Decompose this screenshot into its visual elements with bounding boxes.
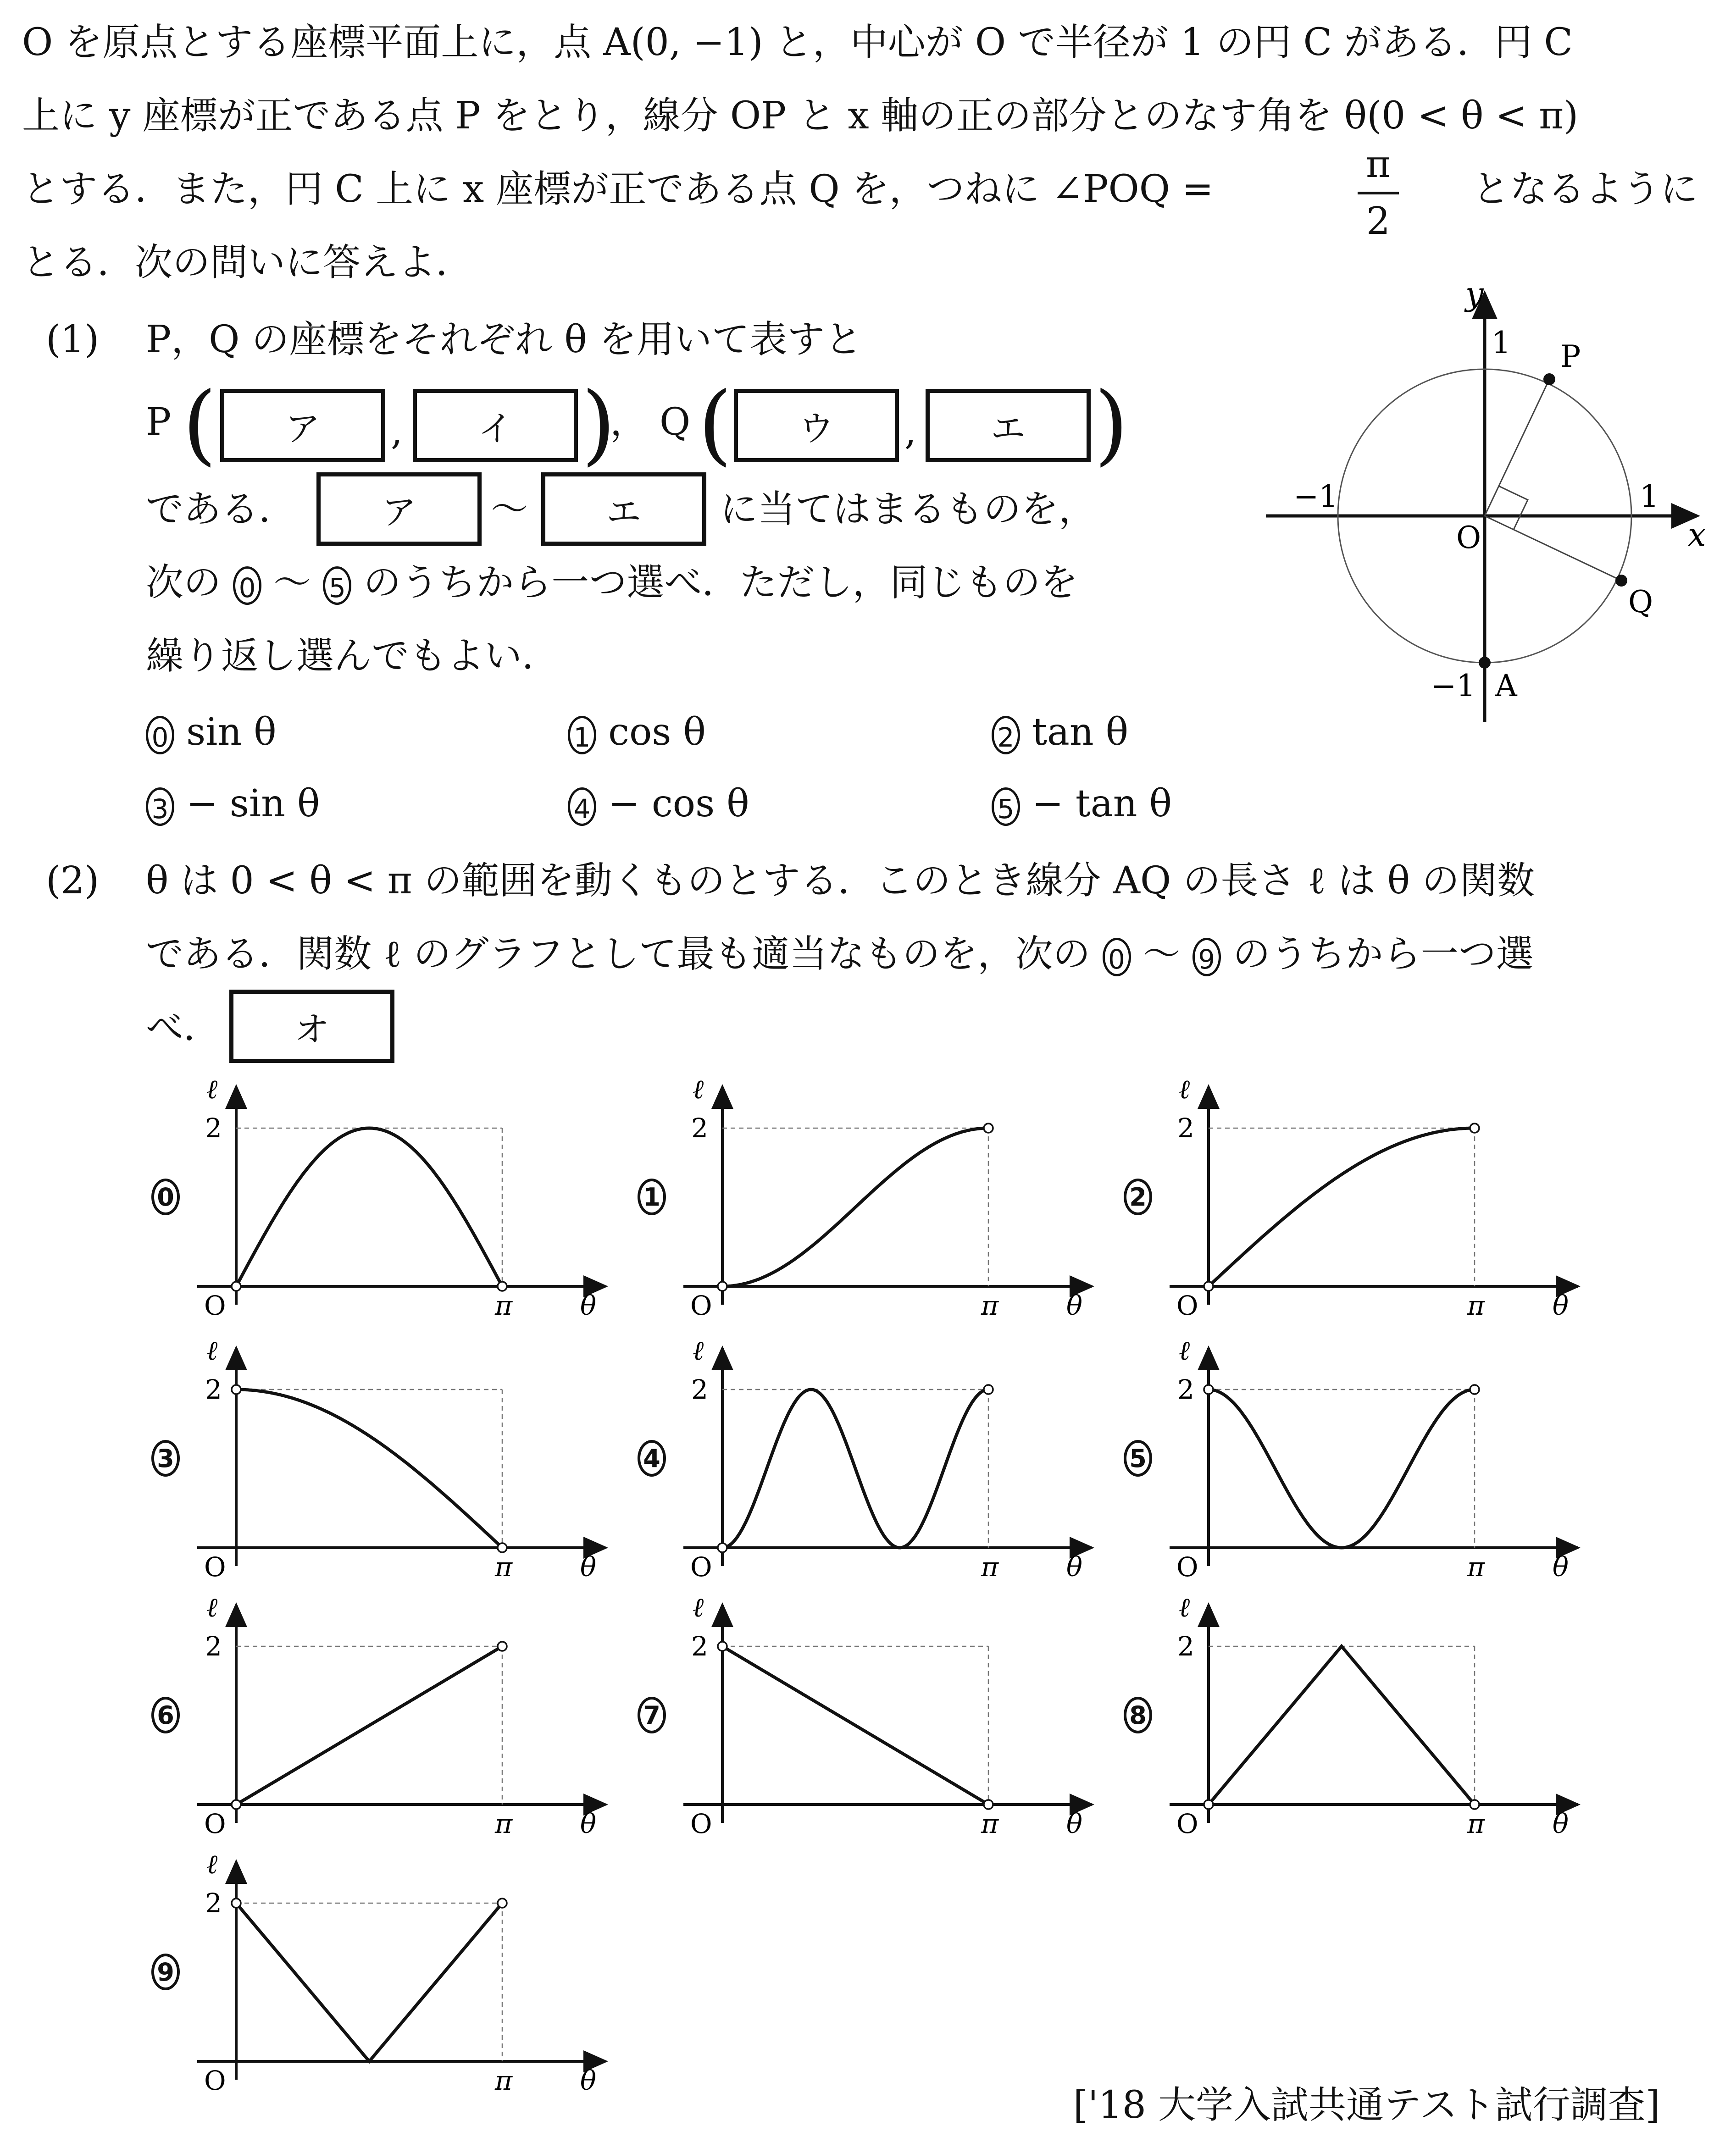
- comma: ,: [391, 410, 403, 453]
- ell-axis-label: ℓ: [1179, 1596, 1190, 1623]
- graph-choice-number-1[interactable]: 1: [638, 1179, 666, 1215]
- ell-axis-label: ℓ: [693, 1078, 704, 1105]
- open-endpoint-end: [498, 1543, 507, 1552]
- intro-line-4: とる．次の問いに答えよ．: [22, 241, 474, 284]
- choice-0[interactable]: [146, 710, 277, 754]
- theta-axis-label: θ: [1066, 1808, 1082, 1839]
- circled-number: 3: [146, 787, 174, 826]
- theta-axis-label: θ: [1066, 1290, 1082, 1321]
- origin-label: O: [204, 1808, 226, 1839]
- answer-box-o[interactable]: オ: [229, 990, 394, 1063]
- circled-number: 2: [992, 716, 1020, 754]
- tick-two: 2: [691, 1113, 708, 1144]
- tick-pi: π: [1467, 1290, 1485, 1321]
- origin-label: O: [1456, 520, 1481, 555]
- tick-two: 2: [205, 1113, 222, 1144]
- tick-two: 2: [205, 1631, 222, 1662]
- q2-line-2a: である．関数 ℓ のグラフとして最も適当なものを，次の: [146, 932, 1091, 976]
- open-endpoint-start: [718, 1282, 727, 1291]
- tick-two: 2: [1177, 1631, 1194, 1662]
- separator: ，: [610, 400, 648, 444]
- curve-v: [236, 1903, 502, 2061]
- paren-open: (: [698, 373, 732, 475]
- open-endpoint-end: [498, 1642, 507, 1651]
- tick-pi: π: [495, 1551, 513, 1583]
- graph-choice-number-9[interactable]: 9: [151, 1954, 180, 1990]
- intro-line-3b: となるように: [1472, 167, 1698, 211]
- origin-label: O: [1176, 1808, 1198, 1839]
- q2-line-2c: のうちから一つ選: [1232, 932, 1534, 976]
- label-P: P: [1560, 339, 1581, 374]
- right-angle-mark: [1499, 486, 1528, 530]
- graph-choice-number-2[interactable]: 2: [1124, 1179, 1152, 1215]
- curve-concave-rise: [1209, 1128, 1475, 1286]
- curve-line-fall: [722, 1646, 988, 1805]
- q2-line-2: [146, 932, 1534, 976]
- intro-line-3a: とする．また，円 C 上に x 座標が正である点 Q を，つねに ∠POQ =: [22, 167, 1214, 211]
- graph-0[interactable]: [193, 1078, 615, 1334]
- tick-x-minus-1: −1: [1293, 479, 1338, 514]
- point-P: [1543, 373, 1555, 385]
- tick-pi: π: [1467, 1551, 1485, 1583]
- tick-two: 2: [1177, 1374, 1194, 1405]
- q1-line-3a: である．: [146, 487, 297, 531]
- curve-valley: [1209, 1390, 1475, 1548]
- origin-label: O: [204, 2065, 226, 2096]
- q1-line-4b: 〜: [273, 561, 311, 604]
- comma: ,: [904, 410, 917, 453]
- fraction-denominator: 2: [1366, 199, 1391, 243]
- answer-box-a-ref: ア: [316, 472, 482, 546]
- origin-label: O: [204, 1551, 226, 1583]
- source-citation: ['18 大学入試共通テスト試行調査]: [1073, 2083, 1660, 2127]
- graph-4[interactable]: [679, 1339, 1101, 1596]
- curve-hump: [236, 1128, 502, 1286]
- circled-number: 5: [323, 566, 351, 605]
- q2-line-3: べ．: [146, 1006, 222, 1049]
- choice-text: sin θ: [186, 710, 277, 754]
- y-axis-label: y: [1465, 275, 1484, 313]
- theta-axis-label: θ: [1066, 1551, 1082, 1583]
- graph-1[interactable]: [679, 1078, 1101, 1334]
- tick-y-minus-1: −1: [1431, 668, 1476, 703]
- open-endpoint-start: [1204, 1282, 1213, 1291]
- open-endpoint-end: [498, 1282, 507, 1291]
- tick-pi: π: [495, 1290, 513, 1321]
- open-endpoint-end: [1470, 1385, 1479, 1394]
- ell-axis-label: ℓ: [693, 1339, 704, 1366]
- answer-box-a[interactable]: ア: [220, 389, 385, 462]
- open-endpoint-end: [498, 1899, 507, 1908]
- origin-label: O: [1176, 1551, 1198, 1583]
- tick-pi: π: [981, 1808, 999, 1839]
- open-endpoint-start: [232, 1899, 241, 1908]
- q2-number: (2): [46, 859, 100, 902]
- q1-line-5: 繰り返し選んでもよい．: [146, 634, 560, 678]
- q2-line-1: θ は 0 < θ < π の範囲を動くものとする．このとき線分 AQ の長さ ℓ は θ の関数: [146, 859, 1535, 902]
- answer-box-i[interactable]: イ: [413, 389, 578, 462]
- label-Q: Q: [1628, 584, 1653, 620]
- unit-circle-figure: [1248, 275, 1715, 734]
- q1-P-label: P: [146, 400, 172, 444]
- q1-line-1: P，Q の座標をそれぞれ θ を用いて表すと: [146, 318, 862, 361]
- tick-pi: π: [981, 1551, 999, 1583]
- answer-box-u[interactable]: ウ: [734, 389, 899, 462]
- tick-pi: π: [981, 1290, 999, 1321]
- graph-9[interactable]: [193, 1853, 615, 2109]
- open-endpoint-start: [232, 1385, 241, 1394]
- ell-axis-label: ℓ: [206, 1596, 218, 1623]
- curve-line-rise: [236, 1646, 502, 1805]
- origin-label: O: [690, 1808, 712, 1839]
- origin-label: O: [1176, 1290, 1198, 1321]
- choice-4[interactable]: [568, 782, 749, 826]
- theta-axis-label: θ: [1553, 1551, 1569, 1583]
- open-endpoint-start: [232, 1800, 241, 1809]
- x-axis-label: x: [1688, 516, 1706, 554]
- graph-7[interactable]: [679, 1596, 1101, 1853]
- choice-text: − sin θ: [186, 782, 320, 825]
- graph-choice-number-4[interactable]: 4: [638, 1440, 666, 1477]
- ell-axis-label: ℓ: [1179, 1078, 1190, 1105]
- q1-tilde: 〜: [491, 487, 529, 531]
- tick-two: 2: [205, 1888, 222, 1919]
- choice-text: − tan θ: [1032, 782, 1172, 825]
- open-endpoint-start: [1204, 1385, 1213, 1394]
- open-endpoint-end: [1470, 1124, 1479, 1133]
- fraction-pi-over-2: [1358, 143, 1399, 243]
- curve-concave-fall: [236, 1390, 502, 1548]
- curve-tent: [1209, 1646, 1475, 1805]
- answer-box-e[interactable]: エ: [926, 389, 1091, 462]
- q1-line-4a: 次の: [146, 561, 222, 604]
- curve-double-wave: [722, 1390, 988, 1548]
- point-Q: [1615, 575, 1627, 587]
- tick-two: 2: [205, 1374, 222, 1405]
- circled-number: 0: [146, 716, 174, 754]
- ell-axis-label: ℓ: [206, 1853, 218, 1880]
- q1-number: (1): [46, 318, 100, 361]
- circled-number: 0: [233, 566, 261, 605]
- graph-2[interactable]: [1165, 1078, 1587, 1334]
- graph-choice-number-3[interactable]: 3: [151, 1440, 180, 1477]
- origin-label: O: [690, 1551, 712, 1583]
- intro-line-2: 上に y 座標が正である点 P をとり，線分 OP と x 軸の正の部分とのなす角を θ(0 < θ < π): [22, 94, 1579, 138]
- open-endpoint-end: [1470, 1800, 1479, 1809]
- paren-close: ): [582, 373, 616, 475]
- paren-open: (: [183, 373, 217, 475]
- origin-label: O: [690, 1290, 712, 1321]
- theta-axis-label: θ: [1553, 1808, 1569, 1839]
- graph-3[interactable]: [193, 1339, 615, 1596]
- graph-choice-number-6[interactable]: 6: [151, 1697, 180, 1733]
- tick-pi: π: [495, 2065, 513, 2096]
- tick-pi: π: [495, 1808, 513, 1839]
- circled-number: 5: [992, 787, 1020, 826]
- graph-6[interactable]: [193, 1596, 615, 1853]
- theta-axis-label: θ: [580, 1290, 596, 1321]
- ell-axis-label: ℓ: [1179, 1339, 1190, 1366]
- theta-axis-label: θ: [580, 1808, 596, 1839]
- choice-5[interactable]: [992, 782, 1172, 826]
- graph-choice-number-7[interactable]: 7: [638, 1697, 666, 1733]
- ell-axis-label: ℓ: [206, 1339, 218, 1366]
- graph-8[interactable]: [1165, 1596, 1587, 1853]
- circled-number: 0: [1103, 938, 1131, 976]
- fraction-numerator: π: [1366, 143, 1391, 186]
- tick-pi: π: [1467, 1808, 1485, 1839]
- circled-number: 1: [568, 716, 596, 754]
- tick-two: 2: [691, 1631, 708, 1662]
- open-endpoint-end: [984, 1124, 993, 1133]
- segment-OQ: [1485, 516, 1621, 581]
- choice-text: cos θ: [608, 710, 706, 754]
- q1-line-3b: に当てはまるものを，: [720, 487, 1097, 531]
- fraction-bar: [1358, 192, 1399, 194]
- q2-line-2b: 〜: [1143, 932, 1181, 976]
- circled-number: 9: [1192, 938, 1221, 976]
- choice-3[interactable]: [146, 782, 320, 826]
- theta-axis-label: θ: [580, 1551, 596, 1583]
- q1-Q-label: Q: [660, 400, 691, 444]
- tick-two: 2: [691, 1374, 708, 1405]
- choice-text: − cos θ: [608, 782, 749, 825]
- point-A: [1479, 657, 1491, 669]
- open-endpoint-start: [718, 1543, 727, 1552]
- tick-x-1: 1: [1640, 479, 1659, 514]
- circled-number: 4: [568, 787, 596, 826]
- q1-line-4: [146, 561, 1078, 605]
- theta-axis-label: θ: [580, 2065, 596, 2096]
- q1-line-4c: のうちから一つ選べ．ただし，同じものを: [363, 561, 1078, 604]
- answer-box-e-ref: エ: [541, 472, 706, 546]
- graph-choice-number-5[interactable]: 5: [1124, 1440, 1152, 1477]
- open-endpoint-start: [718, 1642, 727, 1651]
- intro-line-1: O を原点とする座標平面上に，点 A(0, −1) と，中心が O で半径が 1 の円 C がある．円 C: [22, 21, 1573, 64]
- ell-axis-label: ℓ: [206, 1078, 218, 1105]
- open-endpoint-start: [232, 1282, 241, 1291]
- graph-5[interactable]: [1165, 1339, 1587, 1596]
- open-endpoint-start: [1204, 1800, 1213, 1809]
- open-endpoint-end: [984, 1800, 993, 1809]
- choice-text: tan θ: [1032, 710, 1129, 754]
- open-endpoint-end: [984, 1385, 993, 1394]
- graph-choice-number-8[interactable]: 8: [1124, 1697, 1152, 1733]
- paren-close: ): [1094, 373, 1129, 475]
- tick-y-1: 1: [1492, 325, 1511, 360]
- theta-axis-label: θ: [1553, 1290, 1569, 1321]
- curve-s-rise: [722, 1128, 988, 1286]
- choice-2[interactable]: [992, 710, 1129, 754]
- ell-axis-label: ℓ: [693, 1596, 704, 1623]
- tick-two: 2: [1177, 1113, 1194, 1144]
- origin-label: O: [204, 1290, 226, 1321]
- choice-1[interactable]: [568, 710, 706, 754]
- label-A: A: [1495, 668, 1517, 703]
- graph-choice-number-0[interactable]: 0: [151, 1179, 180, 1215]
